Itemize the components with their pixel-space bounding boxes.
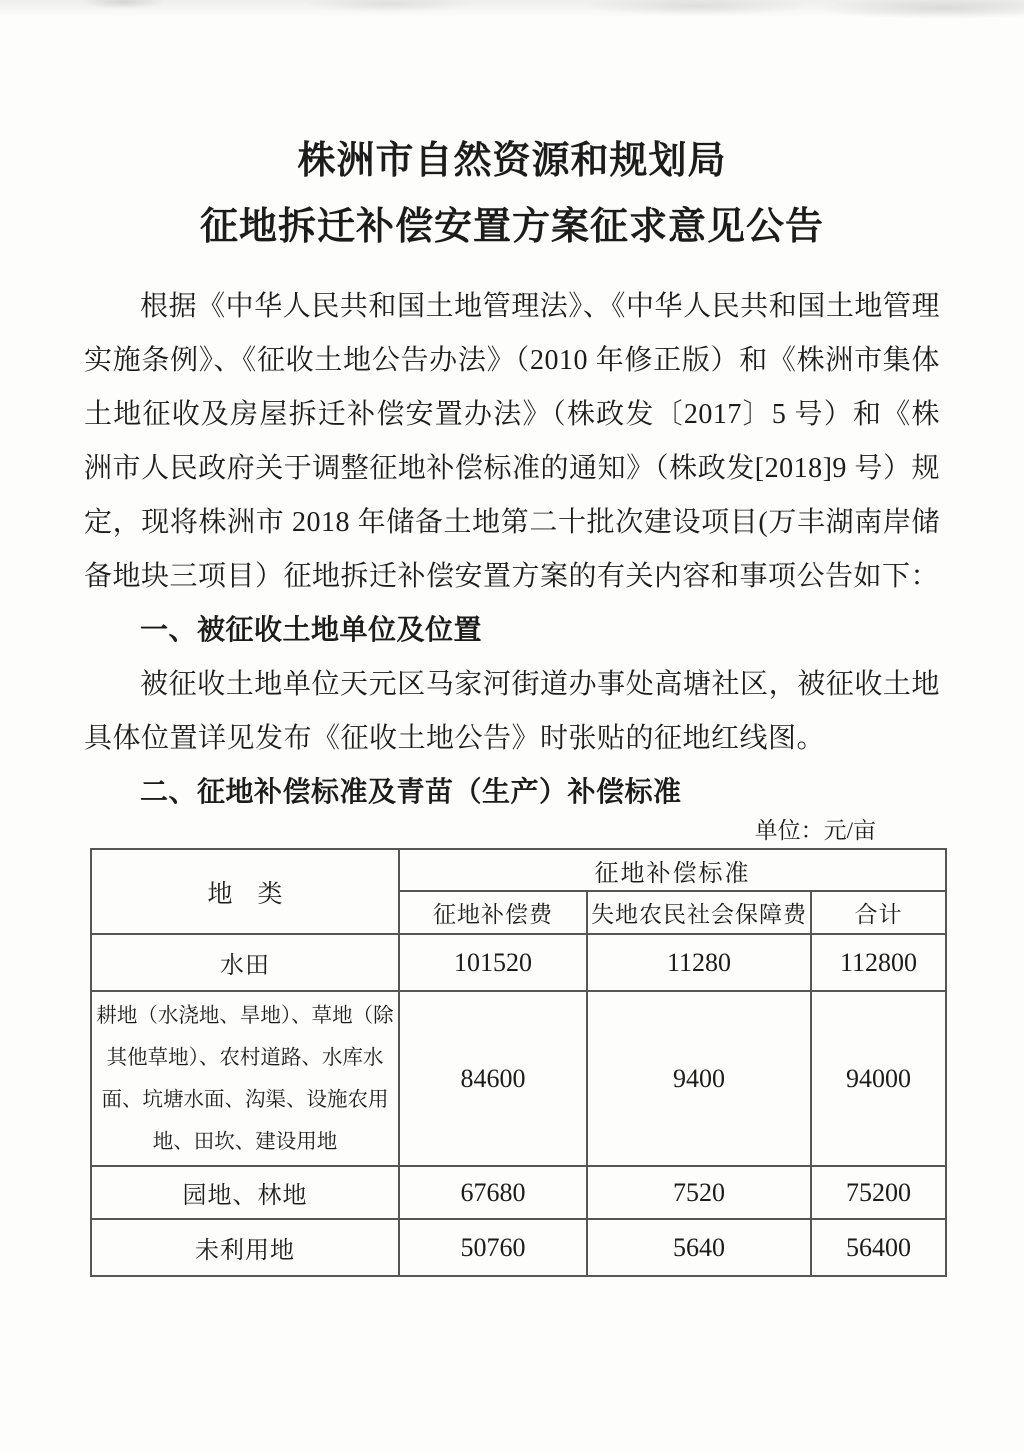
table-header-row-group <box>91 849 946 891</box>
section-1-paragraph: 被征收土地单位天元区马家河街道办事处高塘社区，被征收土地具体位置详见发布《征收土地公告》时张贴的征地红线图。 <box>84 669 940 754</box>
header-total: 合计 <box>811 891 946 934</box>
table-row-paddy-field <box>91 934 946 991</box>
table-row-garden-forest-land <box>91 1166 946 1219</box>
scan-noise-artifact <box>0 0 1024 30</box>
intro-paragraph: 根据《中华人民共和国土地管理法》、《中华人民共和国土地管理实施条例》、《征收土地公告办法》（2010 年修正版）和《株洲市集体土地征收及房屋拆迁补偿安置办法》（株政发〔2017〕5 号）和《株洲市人民政府关于调整征地补偿标准的通知》（株政发[2018]9 号）规定，现将株洲市 2018 年储备土地第二十批次建设项目(万丰湖南岸储备地块三项目）征地拆迁补偿安置方案的有关内容和事项公告如下： <box>84 291 940 592</box>
section-1-heading: 一、被征收土地单位及位置 <box>140 615 483 646</box>
cell-land-type: 耕地（水浇地、旱地）、草地（除其他草地）、农村道路、水库水面、坑塘水面、沟渠、设施农用地、田坎、建设用地 <box>91 991 399 1166</box>
header-compensation-fee: 征地补偿费 <box>399 891 587 934</box>
cell-social-security-fee: 7520 <box>587 1166 811 1219</box>
header-social-security-fee: 失地农民社会保障费 <box>587 891 811 934</box>
header-compensation-standard-group: 征地补偿标准 <box>399 849 946 891</box>
cell-total: 75200 <box>811 1166 946 1219</box>
cell-land-type: 未利用地 <box>91 1219 399 1276</box>
cell-social-security-fee: 5640 <box>587 1219 811 1276</box>
table-unit-label: 单位：元/亩 <box>754 818 876 843</box>
table-row-cultivated-land <box>91 991 946 1166</box>
cell-compensation-fee: 84600 <box>399 991 587 1166</box>
cell-land-type: 园地、林地 <box>91 1166 399 1219</box>
cell-land-type: 水田 <box>91 934 399 991</box>
cell-total: 112800 <box>811 934 946 991</box>
cell-social-security-fee: 11280 <box>587 934 811 991</box>
cell-compensation-fee: 101520 <box>399 934 587 991</box>
page-title-line-1: 株洲市自然资源和规划局 <box>297 140 727 182</box>
cell-social-security-fee: 9400 <box>587 991 811 1166</box>
cell-total: 94000 <box>811 991 946 1166</box>
page-title-line-2: 征地拆迁补偿安置方案征求意见公告 <box>199 206 824 248</box>
cell-total: 56400 <box>811 1219 946 1276</box>
page-title <box>0 128 1024 260</box>
compensation-table <box>90 848 947 1277</box>
document-body <box>84 280 940 1277</box>
cell-compensation-fee: 50760 <box>399 1219 587 1276</box>
header-land-type: 地 类 <box>91 849 399 934</box>
table-row-unused-land <box>91 1219 946 1276</box>
cell-compensation-fee: 67680 <box>399 1166 587 1219</box>
section-2-heading: 二、征地补偿标准及青苗（生产）补偿标准 <box>140 777 682 808</box>
